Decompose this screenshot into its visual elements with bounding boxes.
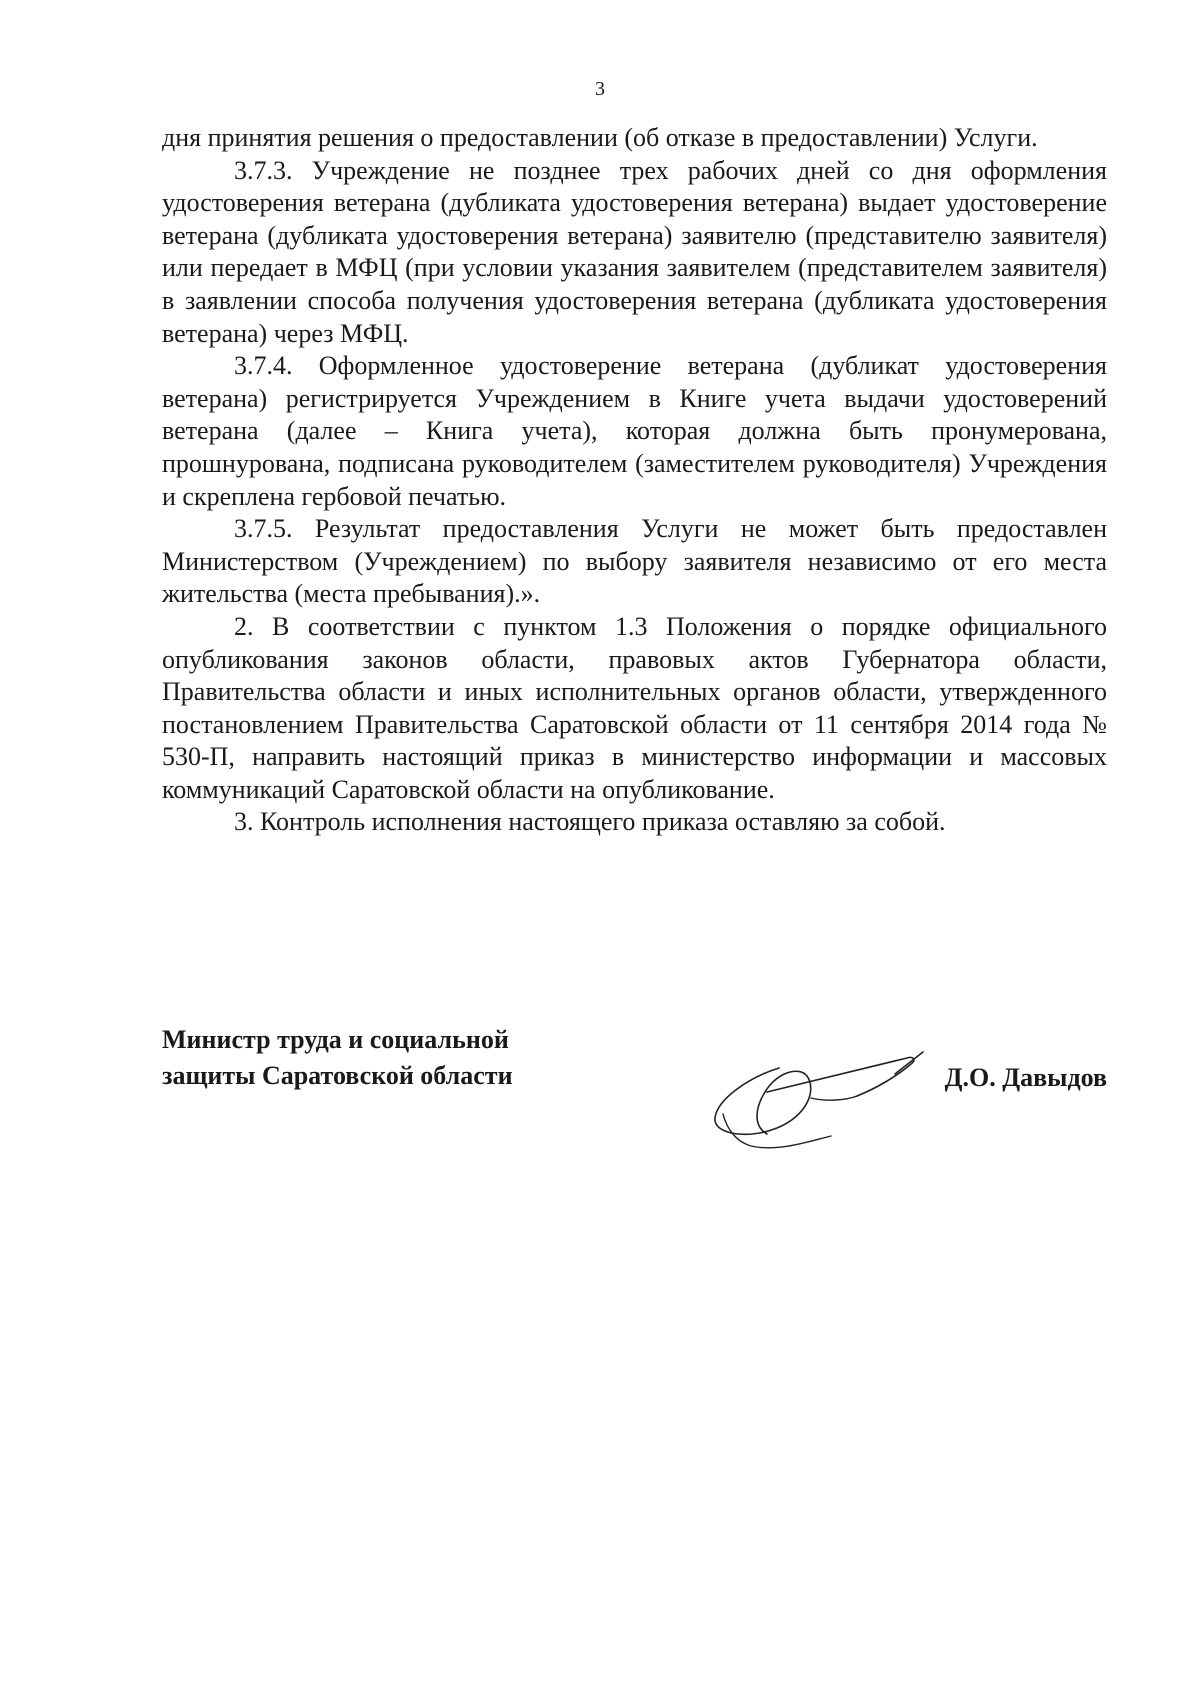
signatory-title: Министр труда и социальной защиты Саратовской области bbox=[162, 1025, 513, 1090]
page-number: 3 bbox=[595, 78, 605, 100]
paragraph-3-7-5: 3.7.5. Результат предоставления Услуги не может быть предоставлен Министерством (Учреждением) по выбору заявителя независимо от его места жительства (места пребывания).». bbox=[162, 514, 1107, 609]
paragraph-2-publication: 2. В соответствии с пунктом 1.3 Положения о порядке официального опубликования законов области, правовых актов Губернатора области, Правительства области и иных исполнительных органов области, утвержденного постановлением Правительства Саратовской области от 11 сентября 2014 года № 530-П, направить настоящий приказ в министерство информации и массовых коммуникаций Саратовской области на опубликование. bbox=[162, 611, 1107, 804]
signatory-name: Д.О. Давыдов bbox=[944, 1063, 1107, 1092]
paragraph-3-control: 3. Контроль исполнения настоящего приказа оставляю за собой. bbox=[234, 807, 946, 837]
handwritten-signature bbox=[707, 1030, 937, 1160]
paragraph-3-7-4: 3.7.4. Оформленное удостоверение ветерана (дубликат удостоверения ветерана) регистрируется Учреждением в Книге учета выдачи удостоверений ветерана (далее – Книга учета), которая должна быть пронумерована, прошнурована, подписана руководителем (заместителем руководителя) Учреждения и скреплена гербовой печатью. bbox=[162, 351, 1107, 511]
paragraph-3-7-3: 3.7.3. Учреждение не позднее трех рабочих дней со дня оформления удостоверения ветерана (дубликата удостоверения ветерана) выдает удостоверение ветерана (дубликата удостоверения ветерана) заявителю (представителю заявителя) или передает в МФЦ (при условии указания заявителем (представителем заявителя) в заявлении способа получения удостоверения ветерана (дубликата удостоверения ветерана) через МФЦ. bbox=[162, 155, 1107, 348]
document-body bbox=[162, 122, 1107, 839]
paragraph-continuation: дня принятия решения о предоставлении (об отказе в предоставлении) Услуги. bbox=[162, 123, 1038, 152]
signature-block bbox=[162, 1022, 1107, 1182]
